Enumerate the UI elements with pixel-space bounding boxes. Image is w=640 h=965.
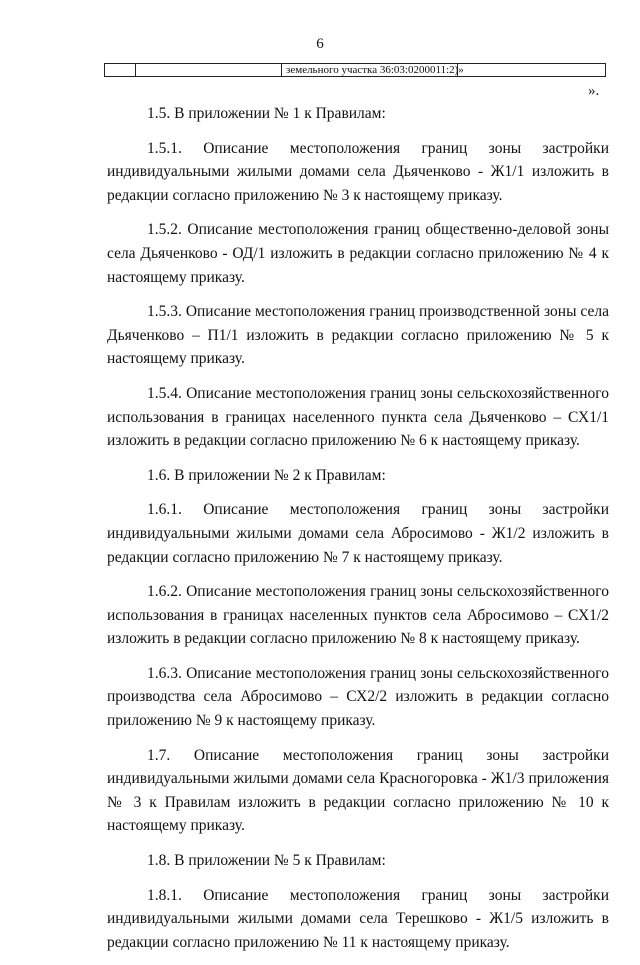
table-cell-text: земельного участка 36:03:0200011:2)»	[286, 64, 464, 76]
paragraph: 1.6.3. Описание местоположения границ зоны сельскохозяйственного производства села Абросимово – СХ2/2 изложить в редакции согласно приложению № 9 к настоящему приказу.	[107, 664, 609, 730]
table-cell	[105, 64, 136, 76]
page-number: 6	[316, 36, 324, 52]
paragraph: 1.5.1. Описание местоположения границ зоны застройки индивидуальными жилыми домами села Дьяченково - Ж1/1 изложить в редакции согласно приложению № 3 к настоящему приказу.	[107, 139, 609, 204]
document-body	[107, 102, 609, 965]
paragraph: 1.6. В приложении № 2 к Правилам:	[147, 466, 386, 484]
closing-quote: ».	[588, 83, 600, 99]
table-cell	[135, 64, 282, 76]
paragraph: 1.8.1. Описание местоположения границ зоны застройки индивидуальными жилыми домами села Терешково - Ж1/5 изложить в редакции согласно приложению № 11 к настоящему приказу.	[107, 886, 609, 951]
paragraph: 1.6.1. Описание местоположения границ зоны застройки индивидуальными жилыми домами села Абросимово - Ж1/2 изложить в редакции согласно приложению № 7 к настоящему приказу.	[107, 501, 609, 566]
paragraph: 1.7. Описание местоположения границ зоны застройки индивидуальными жилыми домами села Красногоровка - Ж1/3 приложения № 3 к Правилам изложить в редакции согласно приложению № 10 к настоящему приказу.	[107, 746, 609, 835]
table-fragment	[104, 63, 606, 77]
paragraph: 1.5.3. Описание местоположения границ производственной зоны села Дьяченково – П1/1 изложить в редакции согласно приложению № 5 к настоящему приказу.	[107, 303, 609, 368]
paragraph: 1.5.4. Описание местоположения границ зоны сельскохозяйственного использования в границах населенного пункта села Дьяченково – СХ1/1 изложить в редакции согласно приложению № 6 к настоящему приказу.	[107, 384, 609, 450]
paragraph: 1.8. В приложении № 5 к Правилам:	[147, 852, 386, 870]
paragraph: 1.5. В приложении № 1 к Правилам:	[147, 105, 386, 122]
paragraph: 1.5.2. Описание местоположения границ общественно-деловой зоны села Дьяченково - ОД/1 изложить в редакции согласно приложению № 4 к настоящему приказу.	[107, 221, 609, 286]
paragraph: 1.6.2. Описание местоположения границ зоны сельскохозяйственного использования в границах населенных пунктов села Абросимово – СХ1/2 изложить в редакции согласно приложению № 8 к настоящему приказу.	[107, 583, 609, 648]
